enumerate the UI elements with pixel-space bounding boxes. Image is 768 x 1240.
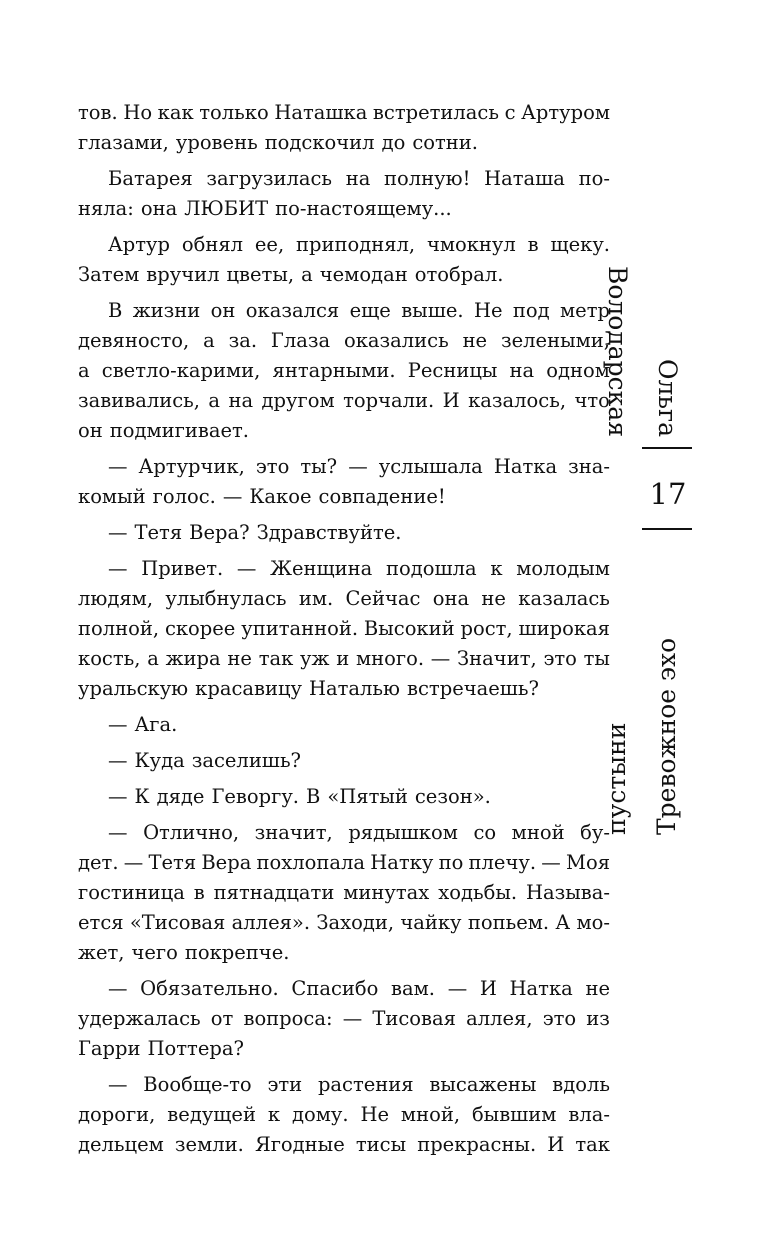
- word: «Тисовая: [129, 911, 226, 934]
- word: —: [108, 977, 128, 1000]
- word: скорее: [164, 617, 236, 640]
- word: не: [481, 587, 506, 610]
- word: она: [140, 197, 178, 220]
- word: подмигивает.: [109, 419, 250, 442]
- word: Отлично,: [143, 821, 240, 844]
- text-line: [78, 518, 610, 548]
- text-line: [78, 452, 610, 482]
- word: совпадение!: [318, 485, 446, 508]
- word: завивались,: [78, 389, 200, 412]
- word: он: [78, 419, 103, 442]
- word: —: [236, 557, 257, 580]
- word: Гарри: [78, 1037, 141, 1060]
- word: высажены: [429, 1073, 537, 1096]
- word: —: [108, 713, 128, 736]
- word: и: [336, 647, 350, 670]
- text-line: [78, 230, 610, 260]
- word: Тетя: [134, 521, 183, 544]
- word: —: [222, 485, 243, 508]
- word: гостиница: [78, 881, 185, 904]
- word: —: [108, 521, 128, 544]
- word: щеку.: [550, 233, 610, 256]
- word: от: [210, 1007, 234, 1030]
- word: Высокий: [363, 617, 455, 640]
- word: Женщина: [270, 557, 373, 580]
- word: по-: [578, 167, 610, 190]
- word: аллея,: [466, 1007, 533, 1030]
- word: растения: [317, 1073, 414, 1096]
- word: ты?: [300, 455, 338, 478]
- word: Наташка: [274, 101, 368, 124]
- word: торчали.: [343, 389, 435, 412]
- word: казалось,: [468, 389, 567, 412]
- text-line: [78, 194, 610, 224]
- word: Вера?: [189, 521, 250, 544]
- word: метр: [560, 299, 610, 322]
- word: Натка: [493, 455, 558, 478]
- word: чайку: [400, 911, 462, 934]
- word: дет.: [78, 851, 119, 874]
- word: ты: [583, 647, 610, 670]
- word: оказался: [245, 299, 340, 322]
- word: ходьбы.: [438, 881, 518, 904]
- word: Тисовая: [372, 1007, 456, 1030]
- word: вручил: [146, 263, 220, 286]
- word: Называ-: [525, 881, 610, 904]
- word: дому.: [291, 1103, 349, 1126]
- text-line: [78, 584, 610, 614]
- word: удержалась: [78, 1007, 201, 1030]
- word: ЛЮБИТ: [184, 197, 269, 220]
- word: ведущей: [167, 1103, 256, 1126]
- word: под: [512, 299, 550, 322]
- word: тисы: [355, 1133, 407, 1156]
- word: упитанной.: [241, 617, 359, 640]
- word: а: [203, 329, 215, 352]
- word: это: [543, 647, 577, 670]
- word: приподнял,: [295, 233, 416, 256]
- word: мной,: [400, 1103, 461, 1126]
- word: оказались: [343, 329, 449, 352]
- word: Привет.: [141, 557, 224, 580]
- word: —: [123, 851, 144, 874]
- word: как: [157, 101, 194, 124]
- word: дяде: [156, 785, 205, 808]
- word: другом: [261, 389, 335, 412]
- word: подскочил: [264, 131, 375, 154]
- word: по-настоящему...: [275, 197, 452, 220]
- word: а: [147, 647, 159, 670]
- word: она: [432, 587, 470, 610]
- word: эти: [267, 1073, 303, 1096]
- word: Моя: [565, 851, 610, 874]
- word: И: [547, 1133, 565, 1156]
- text-line: [78, 848, 610, 878]
- word: комый: [78, 485, 146, 508]
- running-head-divider: [642, 447, 692, 449]
- word: красавицу: [195, 677, 302, 700]
- text-line: [78, 818, 610, 848]
- text-line: [78, 938, 610, 968]
- word: обнял: [181, 233, 244, 256]
- word: зна-: [568, 455, 610, 478]
- word: цветы,: [226, 263, 295, 286]
- word: Артурчик,: [138, 455, 245, 478]
- word: со: [473, 821, 497, 844]
- text-line: [78, 1070, 610, 1100]
- word: уж: [300, 647, 330, 670]
- word: Здравствуйте.: [256, 521, 402, 544]
- word: уровень: [175, 131, 258, 154]
- word: Глаза: [270, 329, 331, 352]
- word: из: [586, 1007, 610, 1030]
- word: А: [555, 911, 571, 934]
- word: Ресницы: [407, 359, 498, 382]
- text-line: [78, 974, 610, 1004]
- word: —: [430, 647, 451, 670]
- word: И: [442, 389, 460, 412]
- word: мной: [511, 821, 565, 844]
- word: кость,: [78, 647, 141, 670]
- word: рост,: [460, 617, 513, 640]
- word: тов.: [78, 101, 118, 124]
- word: —: [447, 977, 468, 1000]
- word: жира: [165, 647, 221, 670]
- text-line: [78, 1100, 610, 1130]
- word: улыбнулась: [165, 587, 287, 610]
- text-line: [78, 386, 610, 416]
- word: похлопала: [256, 851, 366, 874]
- text-line: [78, 878, 610, 908]
- word: ется: [78, 911, 124, 934]
- word: много.: [355, 647, 425, 670]
- word: Вера: [201, 851, 252, 874]
- word: им.: [298, 587, 334, 610]
- word: минутах: [343, 881, 430, 904]
- word: сезон».: [414, 785, 491, 808]
- word: светло-карими,: [101, 359, 261, 382]
- running-head-divider: [642, 528, 692, 530]
- word: попьем.: [467, 911, 550, 934]
- word: Затем: [78, 263, 140, 286]
- text-line: [78, 128, 610, 158]
- text-line: [78, 260, 610, 290]
- word: не: [585, 977, 610, 1000]
- word: янтарными.: [272, 359, 396, 382]
- word: по: [438, 851, 464, 874]
- text-line: [78, 98, 610, 128]
- word: девяносто,: [78, 329, 190, 352]
- word: Спасибо: [291, 977, 379, 1000]
- word: Батарея: [108, 167, 193, 190]
- text-line: [78, 296, 610, 326]
- word: —: [108, 785, 128, 808]
- word: а: [301, 263, 313, 286]
- word: это: [542, 1007, 577, 1030]
- word: до: [381, 131, 406, 154]
- text-line: [78, 164, 610, 194]
- word: вдоль: [552, 1073, 610, 1096]
- word: Тетя: [148, 851, 197, 874]
- word: Ягодные: [254, 1133, 345, 1156]
- word: казалась: [518, 587, 610, 610]
- text-line: [78, 554, 610, 584]
- word: —: [541, 851, 561, 874]
- text-line: [78, 614, 610, 644]
- word: в: [527, 233, 539, 256]
- running-head-book-title: Тревожное эхо пустыни: [602, 637, 681, 835]
- word: Но: [123, 101, 153, 124]
- text-line: [78, 416, 610, 446]
- word: вам.: [391, 977, 436, 1000]
- word: услышала: [378, 455, 483, 478]
- word: к: [490, 557, 503, 580]
- word: чего: [131, 941, 178, 964]
- word: Натку: [370, 851, 434, 874]
- text-line: [78, 908, 610, 938]
- word: Ага.: [134, 713, 178, 736]
- word: молодым: [516, 557, 610, 580]
- word: а: [208, 389, 221, 412]
- word: вла-: [568, 1103, 610, 1126]
- word: еще: [349, 299, 391, 322]
- word: Какое: [249, 485, 312, 508]
- word: —: [108, 455, 128, 478]
- word: Не: [473, 299, 503, 322]
- word: дороги,: [78, 1103, 156, 1126]
- word: это: [255, 455, 290, 478]
- word: к: [267, 1103, 281, 1126]
- word: И: [479, 977, 497, 1000]
- word: людям,: [78, 587, 154, 610]
- word: рядышком: [348, 821, 458, 844]
- word: няла:: [78, 197, 134, 220]
- word: сотни.: [412, 131, 478, 154]
- word: —: [342, 1007, 363, 1030]
- word: В: [306, 785, 321, 808]
- word: с: [504, 101, 516, 124]
- word: аллея».: [231, 911, 311, 934]
- word: Наталью: [309, 677, 401, 700]
- word: Заходи,: [316, 911, 395, 934]
- word: Наташа: [484, 167, 565, 190]
- word: Поттера?: [147, 1037, 244, 1060]
- word: бывшим: [471, 1103, 557, 1126]
- word: отобрал.: [414, 263, 504, 286]
- text-line: [78, 746, 610, 776]
- word: голос.: [152, 485, 216, 508]
- word: вопроса:: [243, 1007, 333, 1030]
- word: в: [193, 881, 205, 904]
- word: заселишь?: [191, 749, 302, 772]
- word: —: [108, 821, 128, 844]
- word: В: [108, 299, 123, 322]
- word: подошла: [386, 557, 477, 580]
- word: прекрасны.: [417, 1133, 537, 1156]
- word: глазами,: [78, 131, 169, 154]
- word: плечу.: [468, 851, 537, 874]
- text-line: [78, 1004, 610, 1034]
- word: Геворгу.: [211, 785, 299, 808]
- word: за.: [228, 329, 258, 352]
- word: не: [462, 329, 488, 352]
- text-line: [78, 674, 610, 704]
- word: уральскую: [78, 677, 189, 700]
- word: мо-: [576, 911, 610, 934]
- word: Сейчас: [345, 587, 421, 610]
- word: встретилась: [372, 101, 499, 124]
- word: земли.: [174, 1133, 244, 1156]
- word: он: [210, 299, 236, 322]
- word: ее,: [254, 233, 285, 256]
- word: широкая: [518, 617, 610, 640]
- word: —: [108, 557, 128, 580]
- word: Куда: [134, 749, 185, 772]
- word: К: [134, 785, 150, 808]
- word: —: [108, 749, 128, 772]
- word: чемодан: [319, 263, 408, 286]
- word: бу-: [580, 821, 610, 844]
- running-head-author: Ольга Володарская: [603, 266, 682, 437]
- word: не: [227, 647, 252, 670]
- word: Натка: [509, 977, 573, 1000]
- word: жет,: [78, 941, 125, 964]
- body-text: [78, 98, 610, 1160]
- word: одном: [546, 359, 610, 382]
- word: встречаешь?: [407, 677, 539, 700]
- text-line: [78, 782, 610, 812]
- word: полной,: [78, 617, 160, 640]
- word: на: [509, 359, 535, 382]
- word: —: [108, 1073, 128, 1096]
- text-line: [78, 710, 610, 740]
- word: так: [258, 647, 294, 670]
- word: Не: [360, 1103, 390, 1126]
- word: выше.: [401, 299, 464, 322]
- text-line: [78, 1034, 610, 1064]
- word: а: [78, 359, 90, 382]
- text-line: [78, 482, 610, 512]
- word: что: [574, 389, 610, 412]
- word: «Пятый: [327, 785, 408, 808]
- text-line: [78, 644, 610, 674]
- word: Вообще-то: [143, 1073, 252, 1096]
- word: —: [348, 455, 368, 478]
- word: покрепче.: [184, 941, 290, 964]
- word: дельцем: [78, 1133, 164, 1156]
- word: зелеными,: [500, 329, 610, 352]
- word: на: [345, 167, 371, 190]
- word: так: [575, 1133, 610, 1156]
- text-line: [78, 356, 610, 386]
- word: полную!: [384, 167, 471, 190]
- word: на: [228, 389, 254, 412]
- word: только: [199, 101, 269, 124]
- word: жизни: [132, 299, 201, 322]
- word: Значит,: [457, 647, 537, 670]
- word: Обязательно.: [140, 977, 279, 1000]
- word: чмокнул: [426, 233, 516, 256]
- word: Артуром: [521, 101, 610, 124]
- page-number: 17: [649, 477, 687, 511]
- text-line: [78, 1130, 610, 1160]
- word: загрузилась: [206, 167, 333, 190]
- text-line: [78, 326, 610, 356]
- word: пятнадцати: [213, 881, 335, 904]
- word: значит,: [254, 821, 333, 844]
- word: Артур: [108, 233, 170, 256]
